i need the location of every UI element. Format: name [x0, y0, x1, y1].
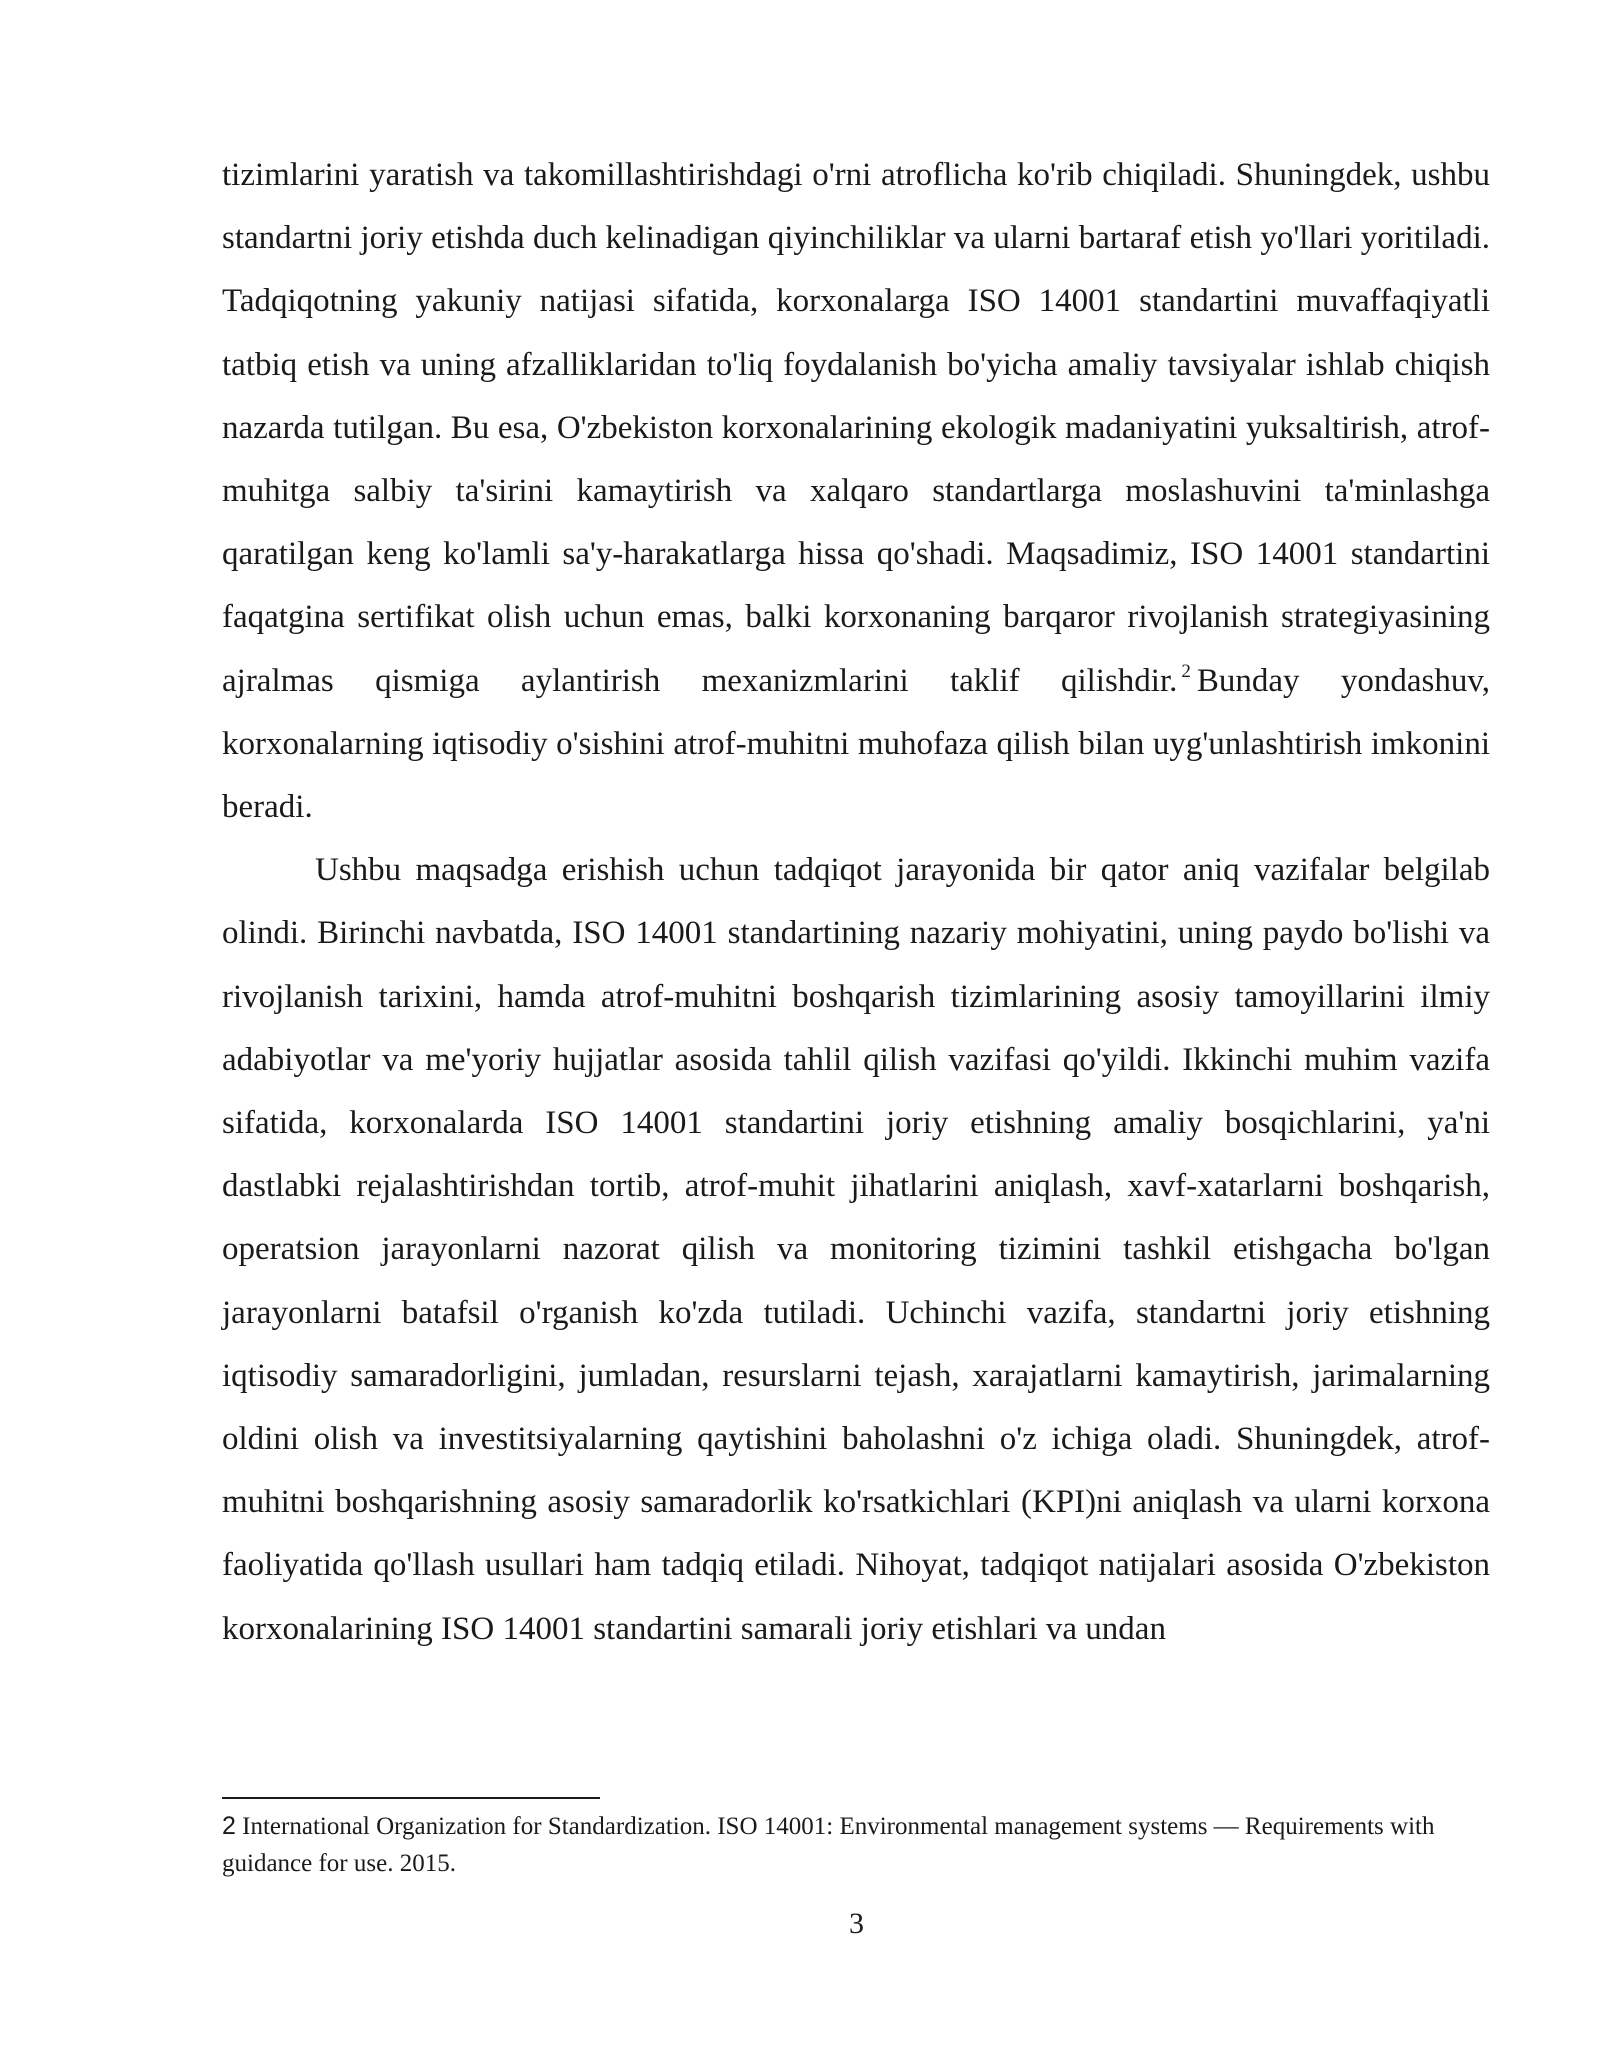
page-number: 3	[849, 1907, 864, 1940]
footnote-reference: 2	[1181, 661, 1191, 683]
footnote-separator	[222, 1797, 600, 1799]
paragraph-2: Ushbu maqsadga erishish uchun tadqiqot jarayonida bir qator aniq vazifalar belgilab olindi. Birinchi navbatda, ISO 14001 standartining nazariy mohiyatini, uning paydo bo'lishi va rivojlanish tarixini, hamda atrof-muhitni boshqarish tizimlarining asosiy tamoyillarini ilmiy adabiyotlar va me'yoriy hujjatlar asosida tahlil qilish vazifasi qo'yildi. Ikkinchi muhim vazifa sifatida, korxonalarda ISO 14001 standartini joriy etishning amaliy bosqichlarini, ya'ni dastlabki rejalashtirishdan tortib, atrof-muhit jihatlarini aniqlash, xavf-xatarlarni boshqarish, operatsion jarayonlarni nazorat qilish va monitoring tizimini tashkil etishgacha bo'lgan jarayonlarni batafsil o'rganish ko'zda tutiladi. Uchinchi vazifa, standartni joriy etishning iqtisodiy samaradorligini, jumladan, resurslarni tejash, xarajatlarni kamaytirish, jarimalarning oldini olish va investitsiyalarning qaytishini baholashni o'z ichiga oladi. Shuningdek, atrof-muhitni boshqarishning asosiy samaradorlik ko'rsatkichlari (KPI)ni aniqlash va ularni korxona faoliyatida qo'llash usullari ham tadqiq etiladi. Nihoyat, tadqiqot natijalari asosida O'zbekiston korxonalarining ISO 14001 standartini samarali joriy etishlari va undan	[222, 852, 1490, 1647]
footnote	[222, 1808, 1472, 1882]
paragraph-1-text: tizimlarini yaratish va takomillashtirishdagi o'rni atroflicha ko'rib chiqiladi. Shuningdek, ushbu standartni joriy etishda duch kelinadigan qiyinchiliklar va ularni bartaraf etish yo'llari yoritiladi. Tadqiqotning yakuniy natijasi sifatida, korxonalarga ISO 14001 standartini muvaffaqiyatli tatbiq etish va uning afzalliklaridan to'liq foydalanish bo'yicha amaliy tavsiyalar ishlab chiqish nazarda tutilgan. Bu esa, O'zbekiston korxonalarining ekologik madaniyatini yuksaltirish, atrof-muhitga salbiy ta'sirini kamaytirish va xalqaro standartlarga moslashuvini ta'minlashga qaratilgan keng ko'lamli sa'y-harakatlarga hissa qo'shadi. Maqsadimiz, ISO 14001 standartini faqatgina sertifikat olish uchun emas, balki korxonaning barqaror rivojlanish strategiyasining ajralmas qismiga aylantirish mexanizmlarini taklif qilishdir.	[222, 157, 1490, 699]
footnote-text: International Organization for Standardization. ISO 14001: Environmental management systems — Requirements with guidance for use. 2015.	[222, 1813, 1435, 1877]
footnote-number: 2	[222, 1812, 236, 1840]
paragraph-1	[222, 144, 1490, 839]
paragraph-1-continuation: Bunday yondashuv, korxonalarning iqtisodiy o'sishini atrof-muhitni muhofaza qilish bilan uyg'unlashtirish imkonini beradi.	[222, 662, 1490, 826]
body-text	[222, 144, 1490, 1661]
